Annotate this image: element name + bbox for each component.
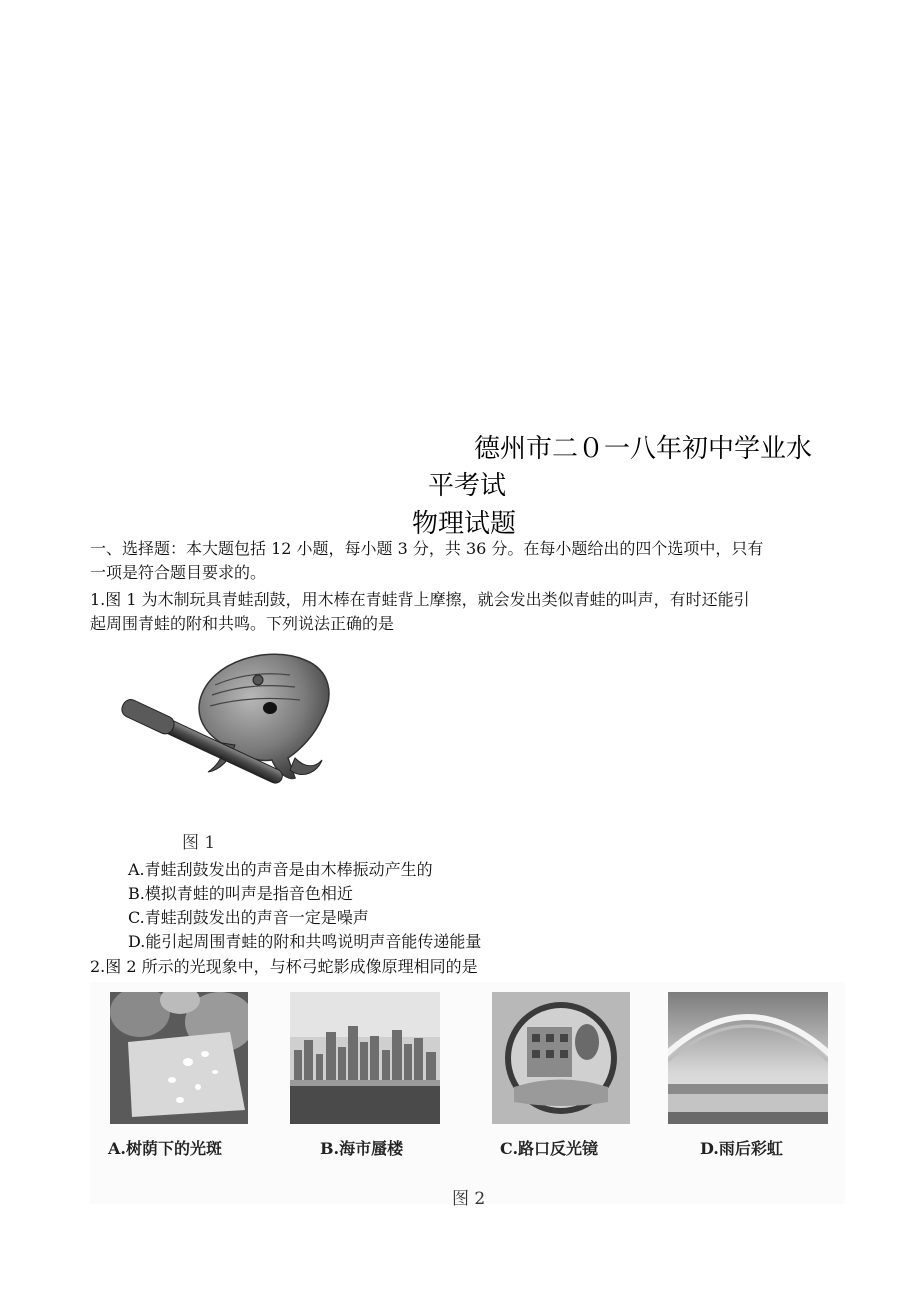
frog-guiro-illustration bbox=[90, 640, 380, 855]
exam-title-line2: 平考试 bbox=[428, 471, 507, 501]
panel-c-label: C.路口反光镜 bbox=[500, 1139, 599, 1158]
panel-d-image bbox=[668, 992, 828, 1124]
figure-2-caption: 图 2 bbox=[452, 1189, 486, 1209]
figure-1-frog-guiro bbox=[90, 640, 380, 855]
figure-1-caption: 图 1 bbox=[182, 833, 216, 853]
question-1-option-c: C.青蛙刮鼓发出的声音一定是噪声 bbox=[128, 908, 369, 927]
panel-d-label: D.雨后彩虹 bbox=[700, 1139, 783, 1158]
exam-subtitle: 物理试题 bbox=[412, 509, 517, 539]
panel-b-label: B.海市蜃楼 bbox=[320, 1139, 404, 1158]
question-1-option-d: D.能引起周围青蛙的附和共鸣说明声音能传递能量 bbox=[128, 932, 482, 951]
question-1-stem-line2: 起周围青蛙的附和共鸣。下列说法正确的是 bbox=[90, 614, 395, 633]
question-2-stem: 2.图 2 所示的光现象中，与杯弓蛇影成像原理相同的是 bbox=[90, 957, 478, 976]
panel-a-label: A.树荫下的光斑 bbox=[108, 1139, 222, 1158]
section-intro-line2: 一项是符合题目要求的。 bbox=[90, 563, 267, 582]
question-1-option-a: A.青蛙刮鼓发出的声音是由木棒振动产生的 bbox=[128, 860, 433, 879]
panel-b-image bbox=[290, 992, 440, 1124]
section-intro-line1: 一、选择题：本大题包括 12 小题，每小题 3 分，共 36 分。在每小题给出的四个选项中，只有 bbox=[90, 539, 764, 558]
panel-c-image bbox=[492, 992, 630, 1124]
panel-a-image bbox=[110, 992, 248, 1124]
figure-2-light-phenomena bbox=[90, 982, 845, 1209]
exam-title-line1: 德州市二０一八年初中学业水 bbox=[474, 434, 813, 464]
question-1-option-b: B.模拟青蛙的叫声是指音色相近 bbox=[128, 884, 353, 903]
question-1-stem-line1: 1.图 1 为木制玩具青蛙刮鼓，用木棒在青蛙背上摩擦，就会发出类似青蛙的叫声，有时还能引 bbox=[90, 590, 750, 609]
